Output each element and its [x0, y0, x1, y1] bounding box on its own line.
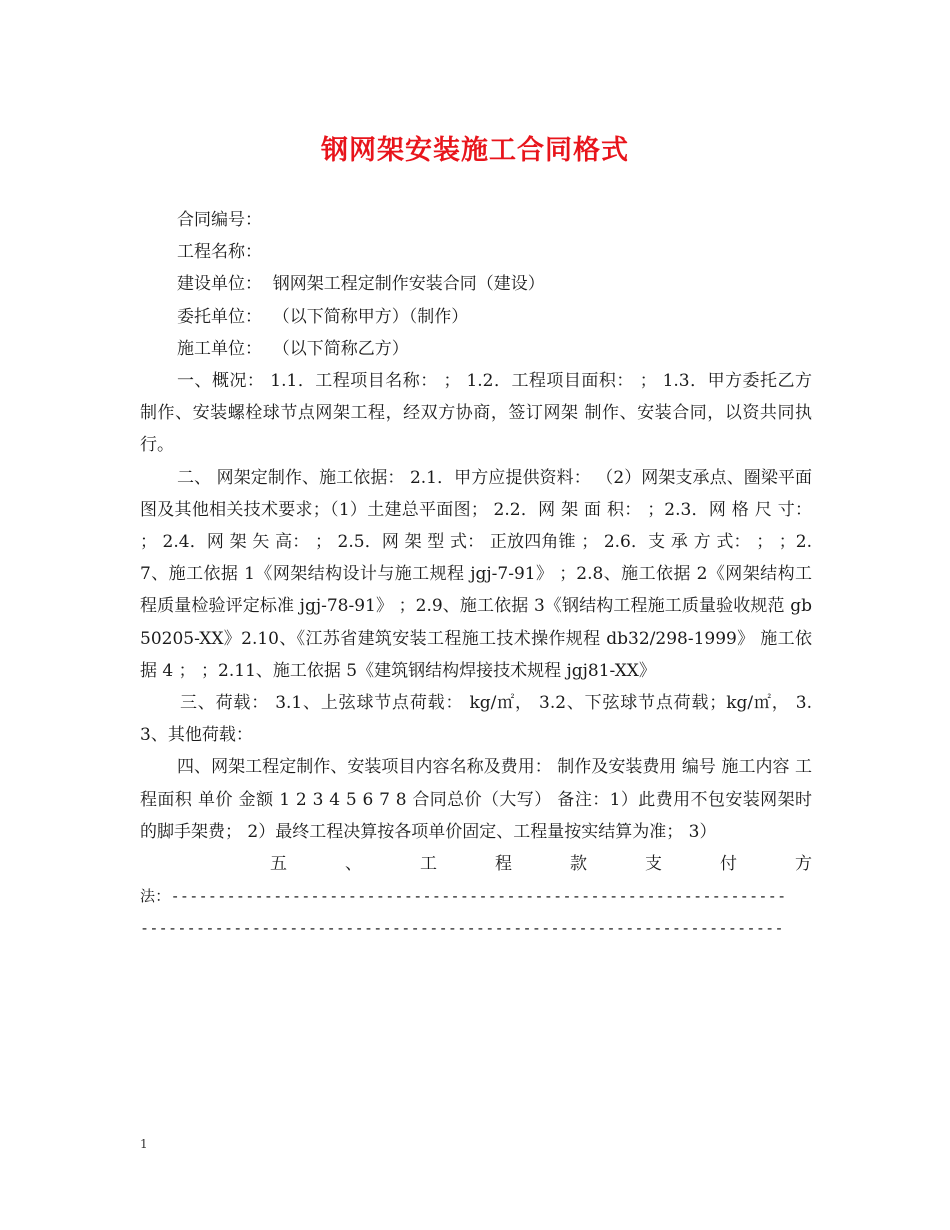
dashed-separator: ---------------------------------------------------------------------: [140, 919, 784, 938]
field-contract-number: 合同编号：: [177, 210, 262, 230]
section-5-payment-method-line: 法：------------------------------------------------------------------: [140, 887, 787, 906]
field-entrusting-unit: 委托单位： （以下简称甲方）（制作）: [177, 306, 469, 327]
page-number: 1: [140, 1137, 148, 1151]
document-title: 钢网架安装施工合同格式: [321, 135, 629, 166]
field-contractor-unit: 施工单位： （以下简称乙方）: [177, 338, 409, 359]
section-1-overview: 一、概况： 1.1．工程项目名称： ； 1.2．工程项目面积： ； 1.3．甲方委托乙方制作、安装螺栓球节点网架工程，经双方协商，签订网架 制作、安装合同，以资共同执行。: [140, 370, 812, 456]
field-construction-unit: 建设单位： 钢网架工程定制作安装合同（建设）: [177, 274, 545, 295]
section-5-char: 款: [570, 853, 587, 874]
document-body: [140, 204, 812, 945]
section-3-loads: 三、荷载： 3.1、上弦球节点荷载： kg/㎡， 3.2、下弦球节点荷载；kg/㎡， 3.3、其他荷载：: [140, 692, 812, 746]
section-4-items-and-costs: 四、网架工程定制作、安装项目内容名称及费用： 制作及安装费用 编号 施工内容 工程面积 单价 金额 1 2 3 4 5 6 7 8 合同总价（大写） 备注：1）此费用不包安装网架时的脚手架费； 2）最终工程决算按各项单价固定、工程量按实结算为准； 3）: [140, 757, 812, 842]
section-5-char: 付: [720, 853, 737, 874]
section-5-char: 五: [270, 853, 287, 874]
section-5-char: 程: [495, 853, 512, 874]
section-5-char: 、: [345, 853, 362, 874]
section-5-char: 工: [420, 853, 437, 874]
section-5-char: 支: [645, 853, 662, 874]
section-2-basis: 二、 网架定制作、施工依据： 2.1．甲方应提供资料： （2）网架支承点、圈梁平面图及其他相关技术要求；（1）土建总平面图； 2.2．网 架 面 积： ；2.3．网 格 尺 寸： ； 2.4．网 架 矢 高： ； 2.5．网 架 型 式： 正放四角锥 ； 2.6．支 承 方 式： ； ；2.7、施工依据 1《网架结构设计与施工规程 jgj-7-91》 ；2.8、施工依据 2《网架结构工程质量检验评定标准 jgj-78-91》 ；2.9、施工依据 3《钢结构工程施工质量验收规范 gb50205-XX》2.10、《江苏省建筑安装工程施工技术操作规程 db32/298-1999》 施工依据 4 ； ；2.11、施工依据 5《建筑钢结构焊接技术规程 jgj81-XX》: [140, 467, 812, 681]
section-5-heading: [140, 848, 812, 880]
section-5-char: 方: [795, 853, 812, 874]
field-project-name: 工程名称：: [177, 242, 262, 263]
